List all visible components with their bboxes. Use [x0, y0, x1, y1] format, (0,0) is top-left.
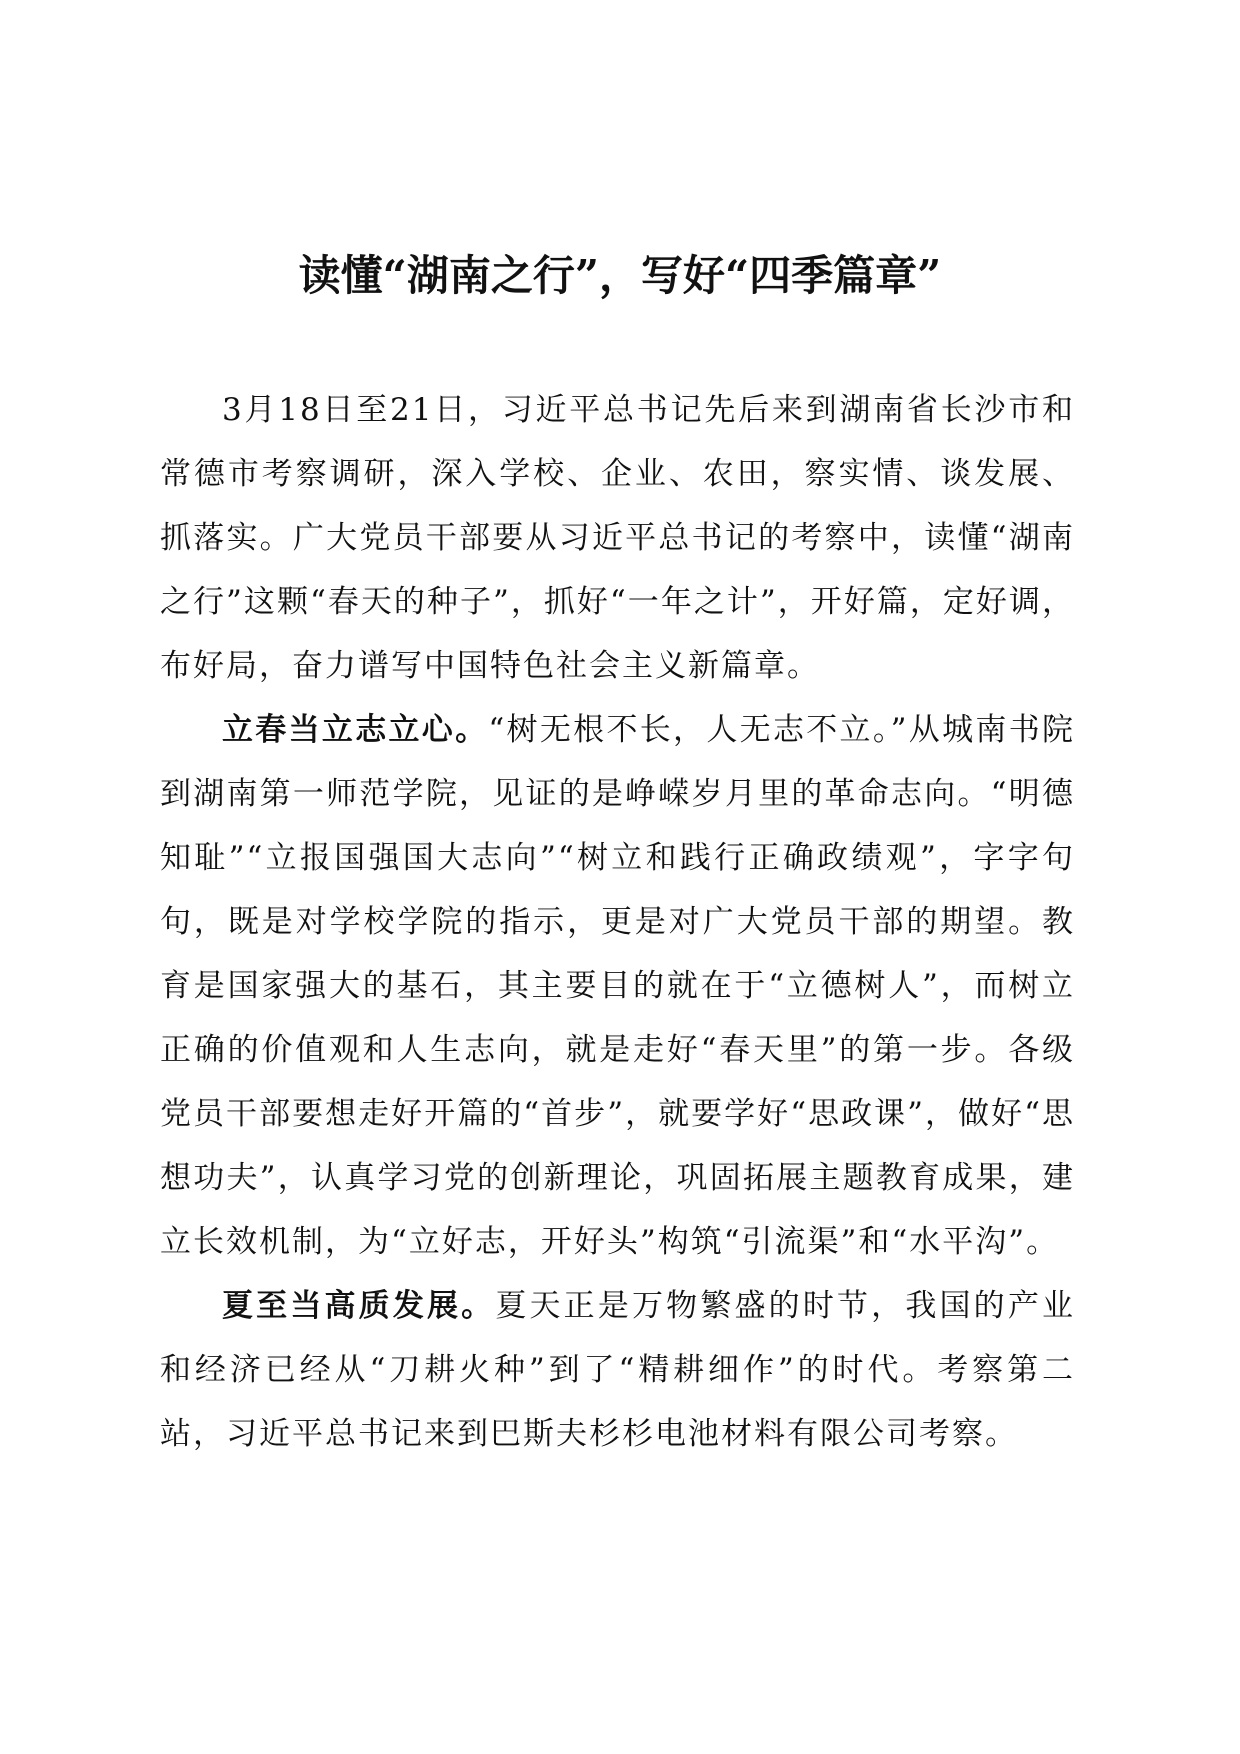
paragraph-text: 夏天正是万物繁盛的时节，我国的产业和经济已经从“刀耕火种”到了“精耕细作”的时代。考察第二站，习近平总书记来到巴斯夫杉杉电池材料有限公司考察。: [160, 1288, 1076, 1452]
paragraph-1: [160, 378, 1075, 698]
paragraph-text: “树无根不长，人无志不立。”从城南书院到湖南第一师范学院，见证的是峥嵘岁月里的革命志向。“明德知耻”“立报国强国大志向”“树立和践行正确政绩观”，字字句句，既是对学校学院的指示，更是对广大党员干部的期望。教育是国家强大的基石，其主要目的就在于“立德树人”，而树立正确的价值观和人生志向，就是走好“春天里”的第一步。各级党员干部要想走好开篇的“首步”，就要学好“思政课”，做好“思想功夫”，认真学习党的创新理论，巩固拓展主题教育成果，建立长效机制，为“立好志，开好头”构筑“引流渠”和“水平沟”。: [160, 712, 1075, 1260]
paragraph-text: 3月18日至21日，习近平总书记先后来到湖南省长沙市和常德市考察调研，深入学校、企业、农田，察实情、谈发展、抓落实。广大党员干部要从习近平总书记的考察中，读懂“湖南之行”这颗“春天的种子”，抓好“一年之计”，开好篇，定好调，布好局，奋力谱写中国特色社会主义新篇章。: [160, 392, 1075, 684]
paragraph-lead: 夏至当高质发展。: [222, 1288, 496, 1324]
paragraph-2: [160, 698, 1075, 1274]
document-title: 读懂“湖南之行”，写好“四季篇章”: [298, 251, 942, 300]
document-body: [160, 378, 1075, 1466]
paragraph-3: [160, 1274, 1075, 1466]
paragraph-lead: 立春当立志立心。: [222, 712, 489, 748]
